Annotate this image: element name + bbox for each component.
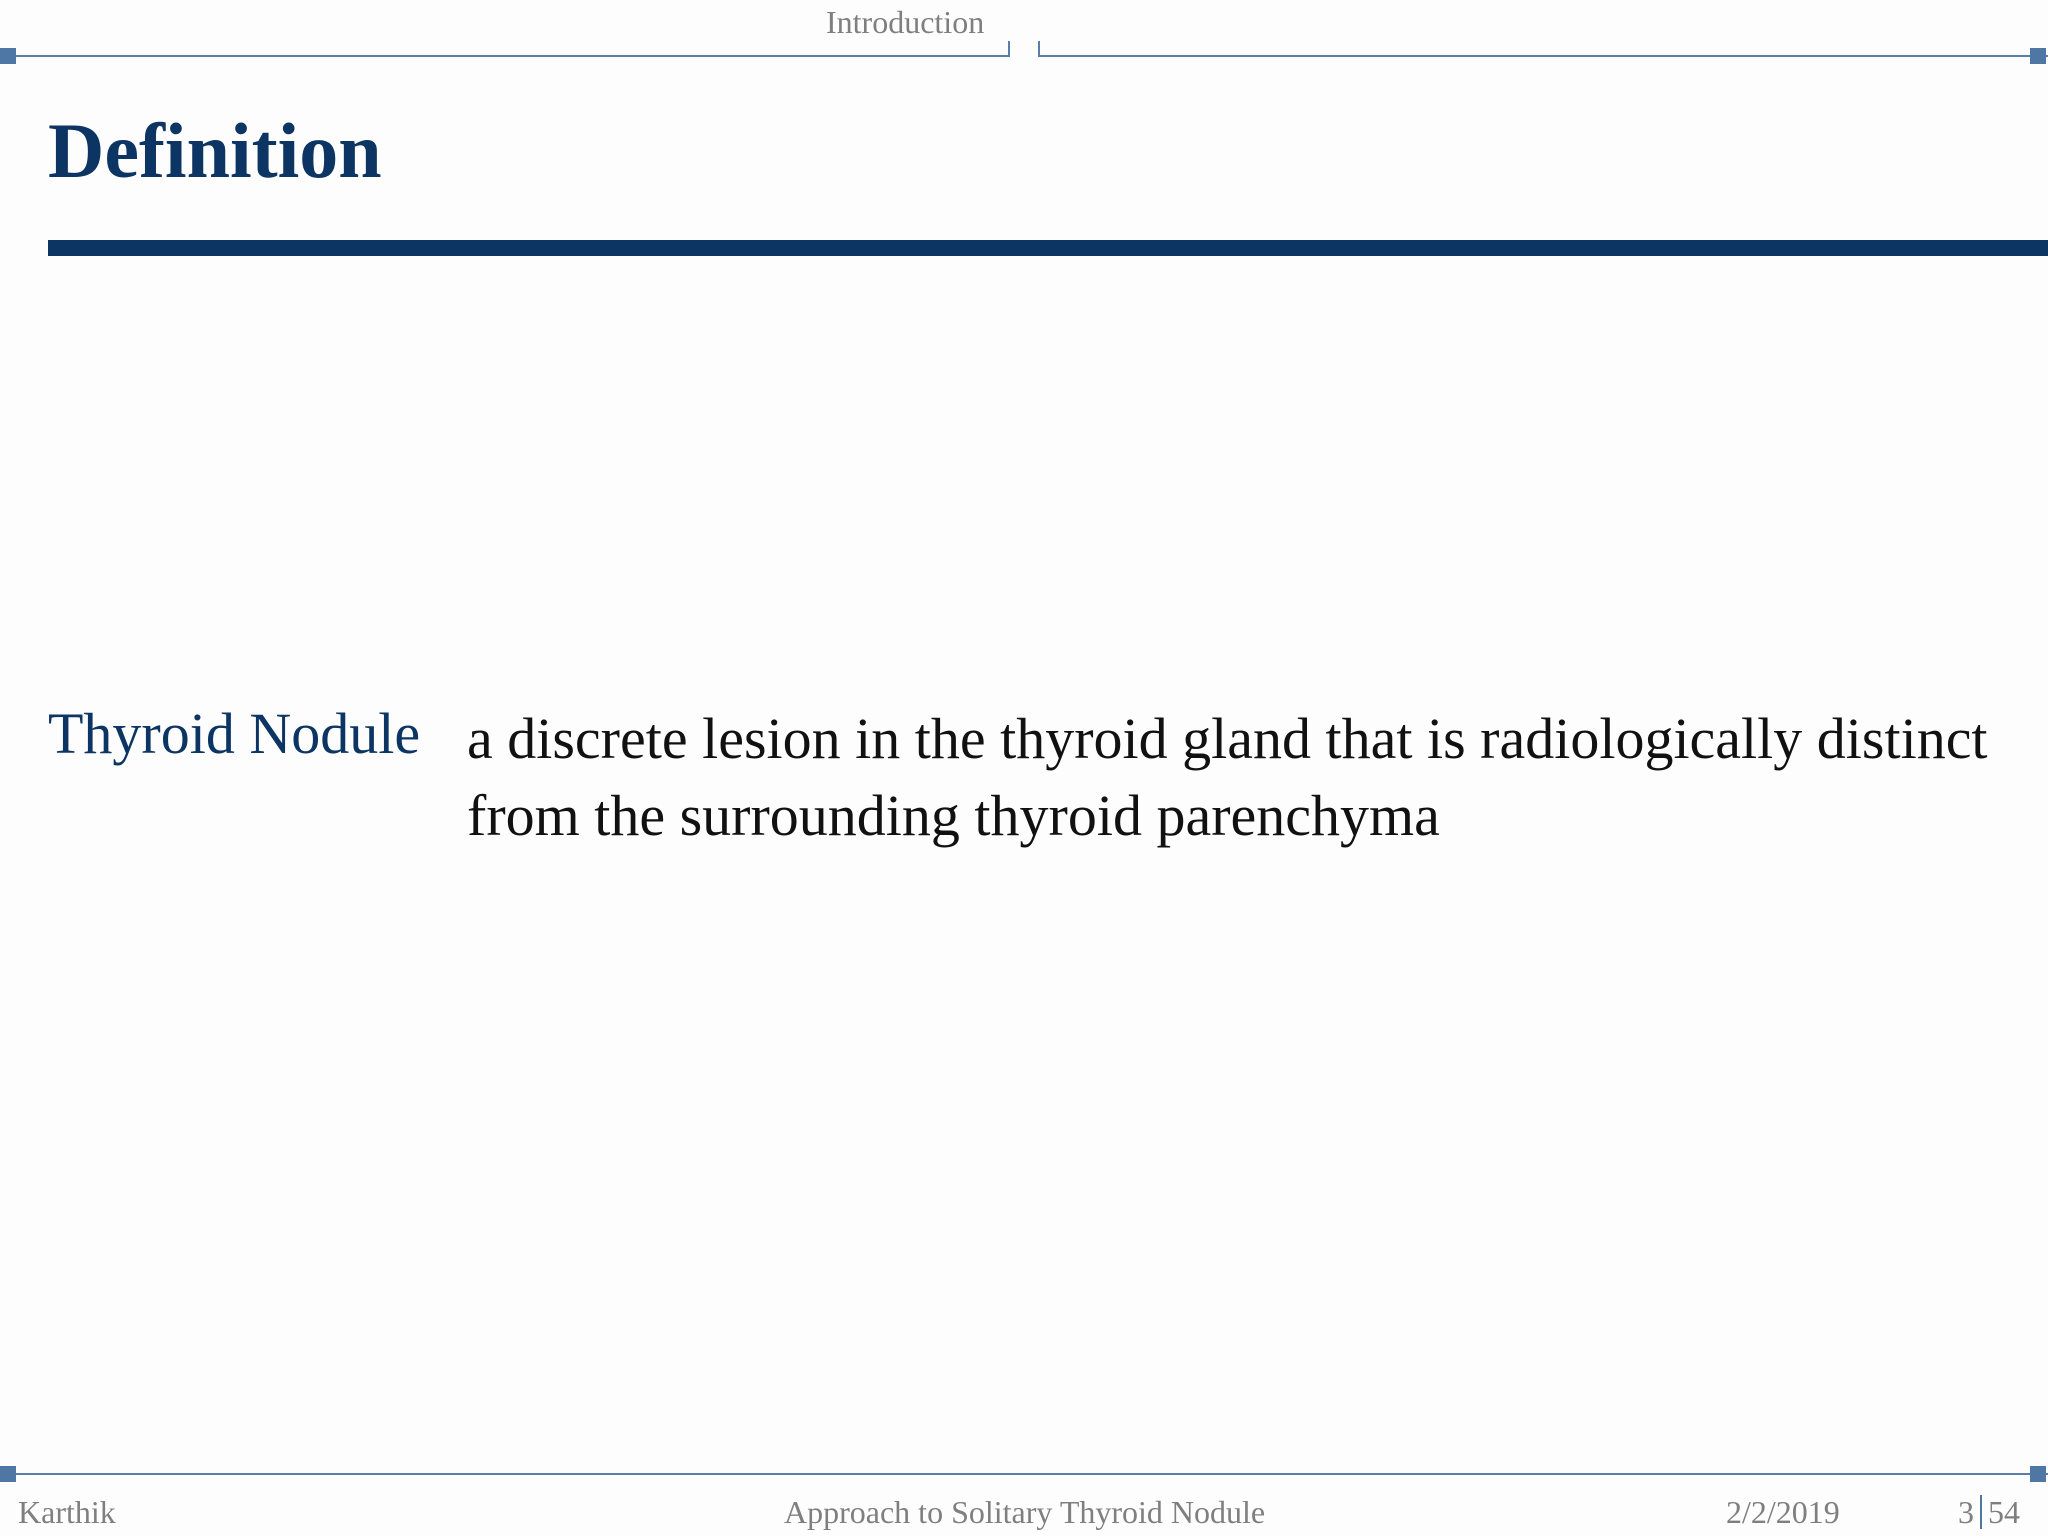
header-corner-marker-left (0, 48, 16, 64)
header-corner-marker-right (2030, 48, 2046, 64)
title-rule (48, 240, 2048, 256)
page-current: 3 (1958, 1494, 1974, 1530)
definition-term: Thyroid Nodule (48, 701, 421, 766)
frame-title: Definition (48, 107, 382, 194)
footer-corner-marker-right (2030, 1466, 2046, 1482)
footer-date: 2/2/2019 (1726, 1494, 1840, 1530)
page-separator (1980, 1495, 1982, 1529)
header-rule-left (0, 55, 1010, 57)
footer-talk-title: Approach to Solitary Thyroid Nodule (784, 1494, 1266, 1530)
footer-author: Karthik (18, 1494, 116, 1530)
header-tick-left (1008, 41, 1010, 57)
header-rule-right (1038, 55, 2048, 57)
footer-rule (0, 1473, 2048, 1475)
definition-text: a discrete lesion in the thyroid gland that is radiologically distinct from the surrounding thyroid parenchyma (467, 706, 1988, 848)
footer-page-number (1958, 1494, 2020, 1531)
page-total: 54 (1988, 1494, 2020, 1530)
section-label: Introduction (826, 4, 985, 40)
footer-corner-marker-left (0, 1466, 16, 1482)
